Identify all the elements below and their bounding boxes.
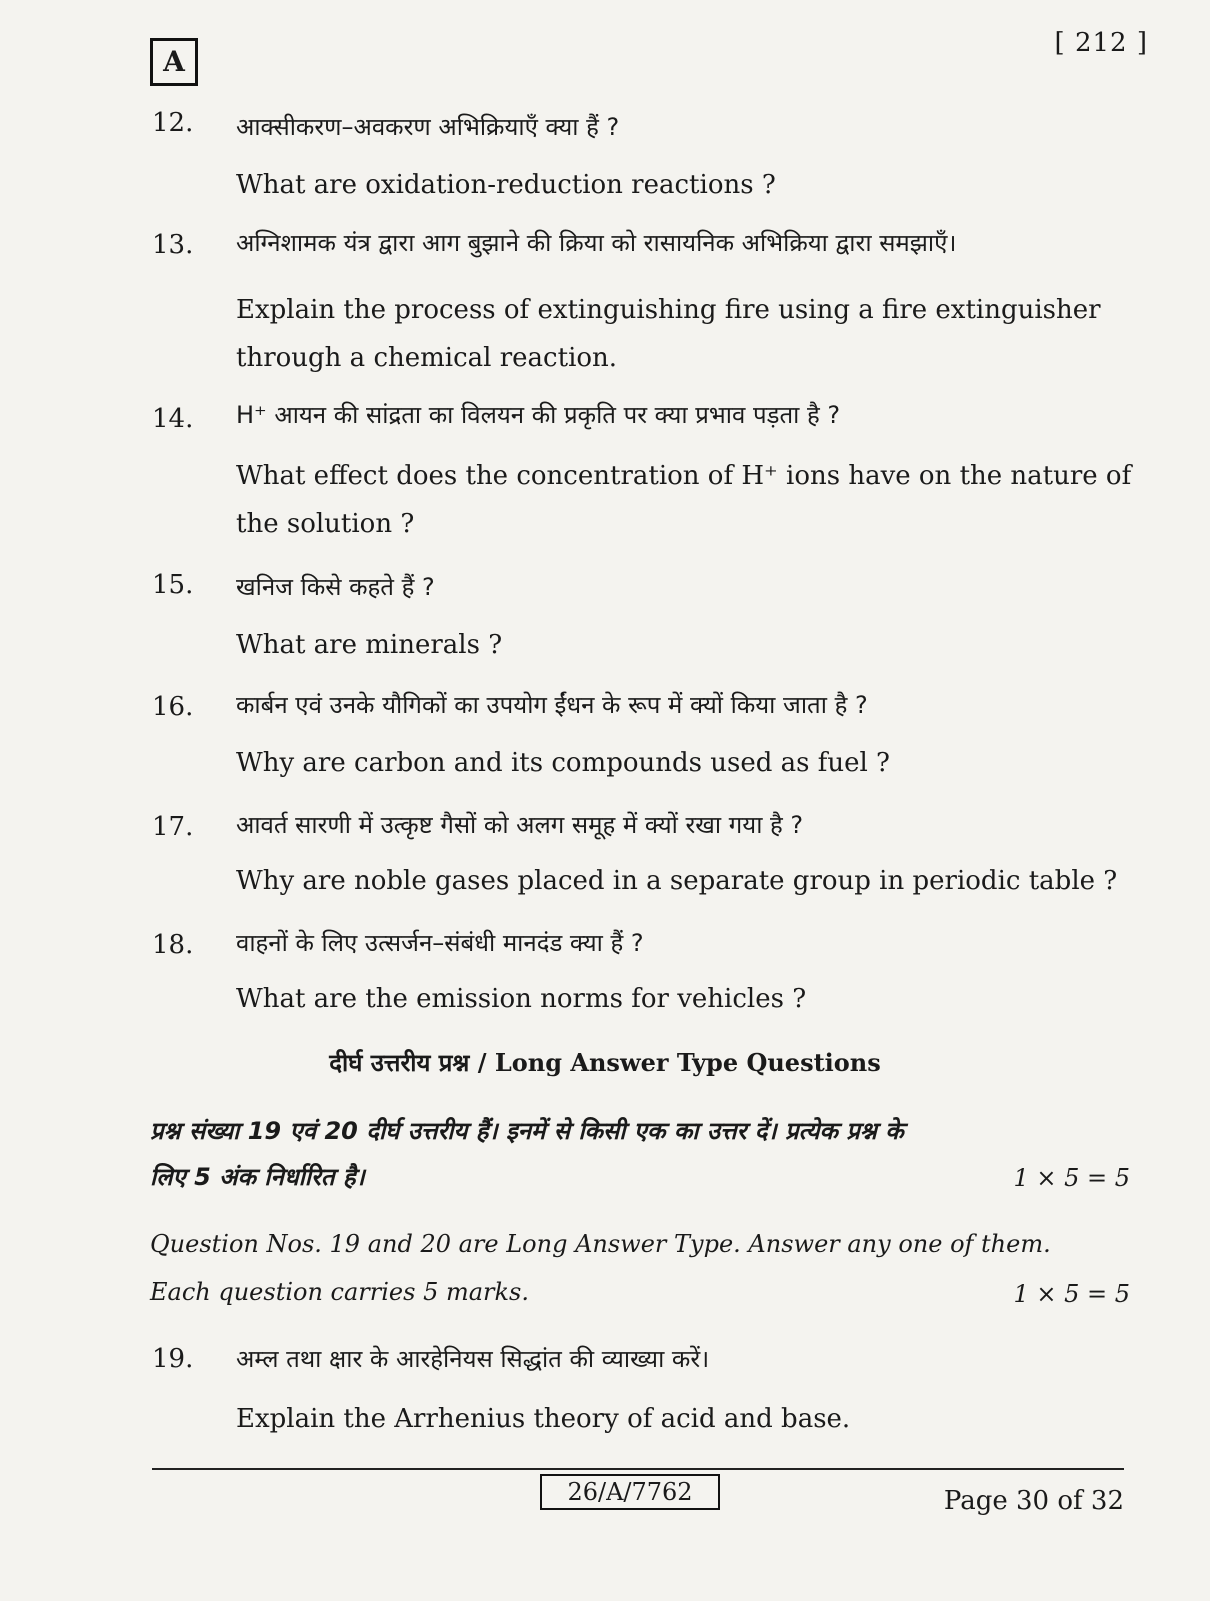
- page-number: Page 30 of 32: [943, 1486, 1124, 1516]
- question-text-hindi: वाहनों के लिए उत्सर्जन–संबंधी मानदंड क्या हैं ?: [236, 929, 644, 957]
- section-title-english: Long Answer Type Questions: [494, 1048, 881, 1077]
- question-number: 13.: [152, 230, 194, 260]
- instruction-hindi-line: प्रश्न संख्या 19 एवं 20 दीर्घ उत्तरीय हैं। इनमें से किसी एक का उत्तर दें। प्रत्येक प्रश्न के: [150, 1117, 904, 1145]
- question-text-english: What effect does the concentration of H⁺ ions have on the nature of the solution ?: [236, 461, 1132, 539]
- question-text-hindi: आवर्त सारणी में उत्कृष्ट गैसों को अलग समूह में क्यों रखा गया है ?: [236, 811, 804, 839]
- question-text-english: Why are carbon and its compounds used as fuel ?: [236, 748, 890, 778]
- instruction-english-line: Each question carries 5 marks.: [150, 1278, 529, 1306]
- question-text-english: Explain the process of extinguishing fire using a fire extinguisher through a chemical reaction.: [236, 295, 1101, 373]
- question-text-hindi: अम्ल तथा क्षार के आरहेनियस सिद्धांत की व्याख्या करें।: [236, 1345, 710, 1373]
- question-text-english: Explain the Arrhenius theory of acid and base.: [236, 1404, 851, 1434]
- question-number: 17.: [152, 812, 194, 842]
- set-label: A: [150, 38, 198, 86]
- footer-divider: [152, 1468, 1124, 1470]
- question-text-english: What are the emission norms for vehicles ?: [236, 984, 807, 1014]
- question-number: 18.: [152, 930, 194, 960]
- question-number: 16.: [152, 692, 194, 722]
- marks-hindi: 1 × 5 = 5: [1013, 1164, 1130, 1192]
- instruction-hindi: [150, 1108, 1130, 1200]
- question-text-hindi: H⁺ आयन की सांद्रता का विलयन की प्रकृति पर क्या प्रभाव पड़ता है ?: [236, 401, 841, 429]
- page-code: [ 212 ]: [1054, 28, 1148, 58]
- section-heading: [0, 1046, 1210, 1079]
- question-number: 14.: [152, 404, 194, 434]
- question-text-english: Why are noble gases placed in a separate group in periodic table ?: [236, 866, 1118, 896]
- question-number: 12.: [152, 108, 194, 138]
- question-text-english: What are oxidation-reduction reactions ?: [236, 170, 776, 200]
- question-text-hindi: आक्सीकरण–अवकरण अभिक्रियाएँ क्या हैं ?: [236, 113, 620, 141]
- section-title-hindi: दीर्घ उत्तरीय प्रश्न: [329, 1049, 470, 1077]
- instruction-english: [150, 1220, 1130, 1316]
- question-text-hindi: खनिज किसे कहते हैं ?: [236, 573, 435, 601]
- paper-code: 26/A/7762: [540, 1474, 720, 1510]
- question-text-hindi: कार्बन एवं उनके यौगिकों का उपयोग ईंधन के रूप में क्यों किया जाता है ?: [236, 691, 868, 719]
- marks-english: 1 × 5 = 5: [1013, 1280, 1130, 1308]
- question-number: 15.: [152, 570, 194, 600]
- question-text-english: What are minerals ?: [236, 630, 503, 660]
- instruction-english-line: Question Nos. 19 and 20 are Long Answer Type. Answer any one of them.: [150, 1230, 1051, 1258]
- question-number: 19.: [152, 1344, 194, 1374]
- instruction-hindi-line: लिए 5 अंक निर्धारित है।: [150, 1163, 365, 1191]
- question-text-hindi: अग्निशामक यंत्र द्वारा आग बुझाने की क्रिया को रासायनिक अभिक्रिया द्वारा समझाएँ।: [236, 229, 957, 257]
- section-title-separator: /: [469, 1048, 495, 1077]
